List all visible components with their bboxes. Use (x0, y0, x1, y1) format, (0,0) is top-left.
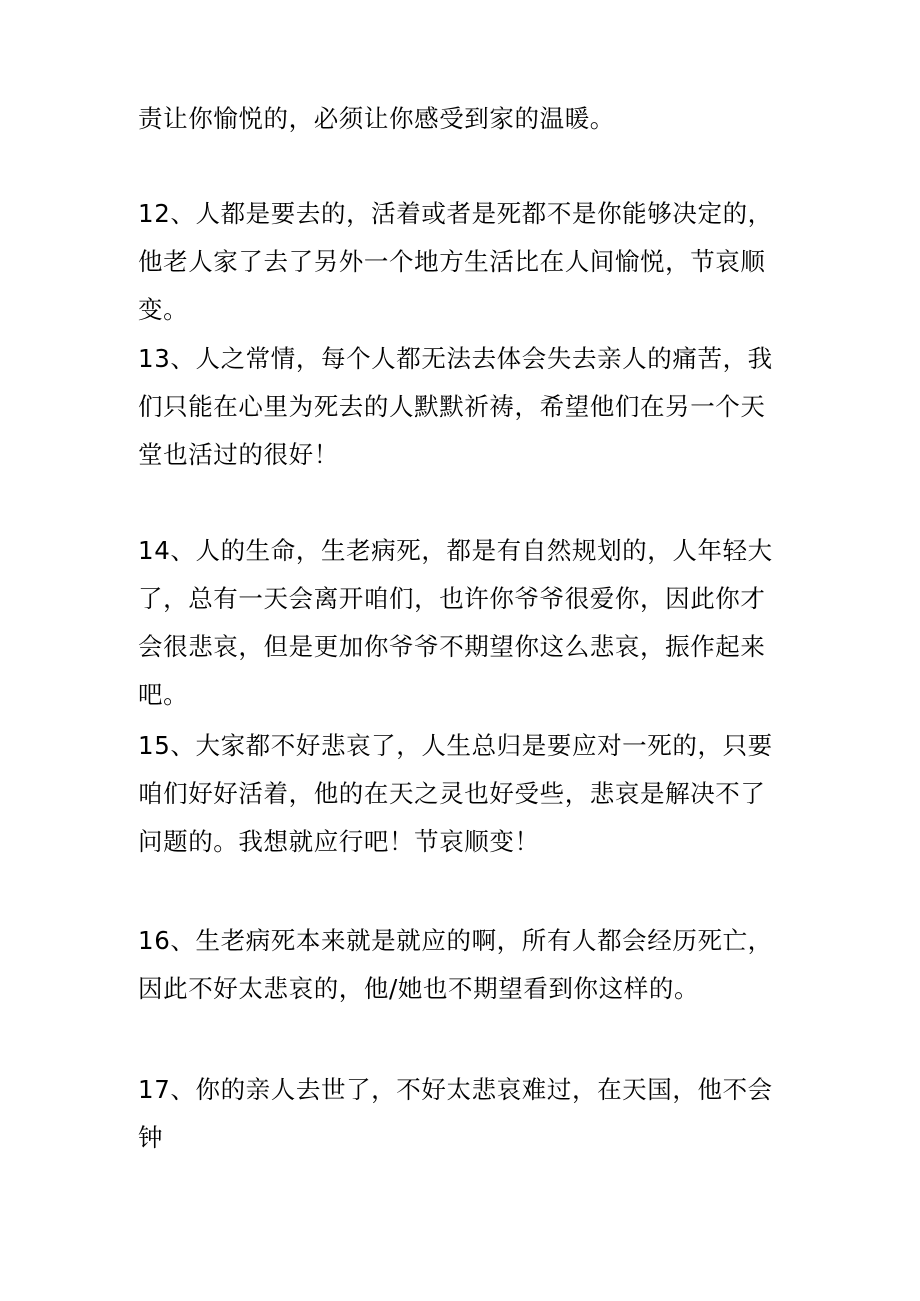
paragraph-continuation: 责让你愉悦的，必须让你感受到家的温暖。 (138, 104, 615, 133)
paragraph-12: 12、人都是要去的，活着或者是死都不是你能够决定的，他老人家了去了另外一个地方生活比在人间愉悦，节哀顺变。 (138, 199, 773, 324)
paragraph-15: 15、大家都不好悲哀了，人生总归是要应对一死的，只要咱们好好活着，他的在天之灵也好受些，悲哀是解决不了问题的。我想就应行吧！节哀顺变！ (138, 731, 773, 856)
paragraph-17: 17、你的亲人去世了，不好太悲哀难过，在天国，他不会钟 (138, 1075, 773, 1152)
paragraph-14: 14、人的生命，生老病死，都是有自然规划的，人年轻大了，总有一天会离开咱们，也许你爷爷很爱你，因此你才会很悲哀，但是更加你爷爷不期望你这么悲哀，振作起来吧。 (138, 536, 773, 709)
paragraph-13: 13、人之常情，每个人都无法去体会失去亲人的痛苦，我们只能在心里为死去的人默默祈祷，希望他们在另一个天堂也活过的很好！ (138, 344, 773, 469)
paragraph-16: 16、生老病死本来就是就应的啊，所有人都会经历死亡，因此不好太悲哀的，他/她也不期望看到你这样的。 (138, 926, 773, 1003)
